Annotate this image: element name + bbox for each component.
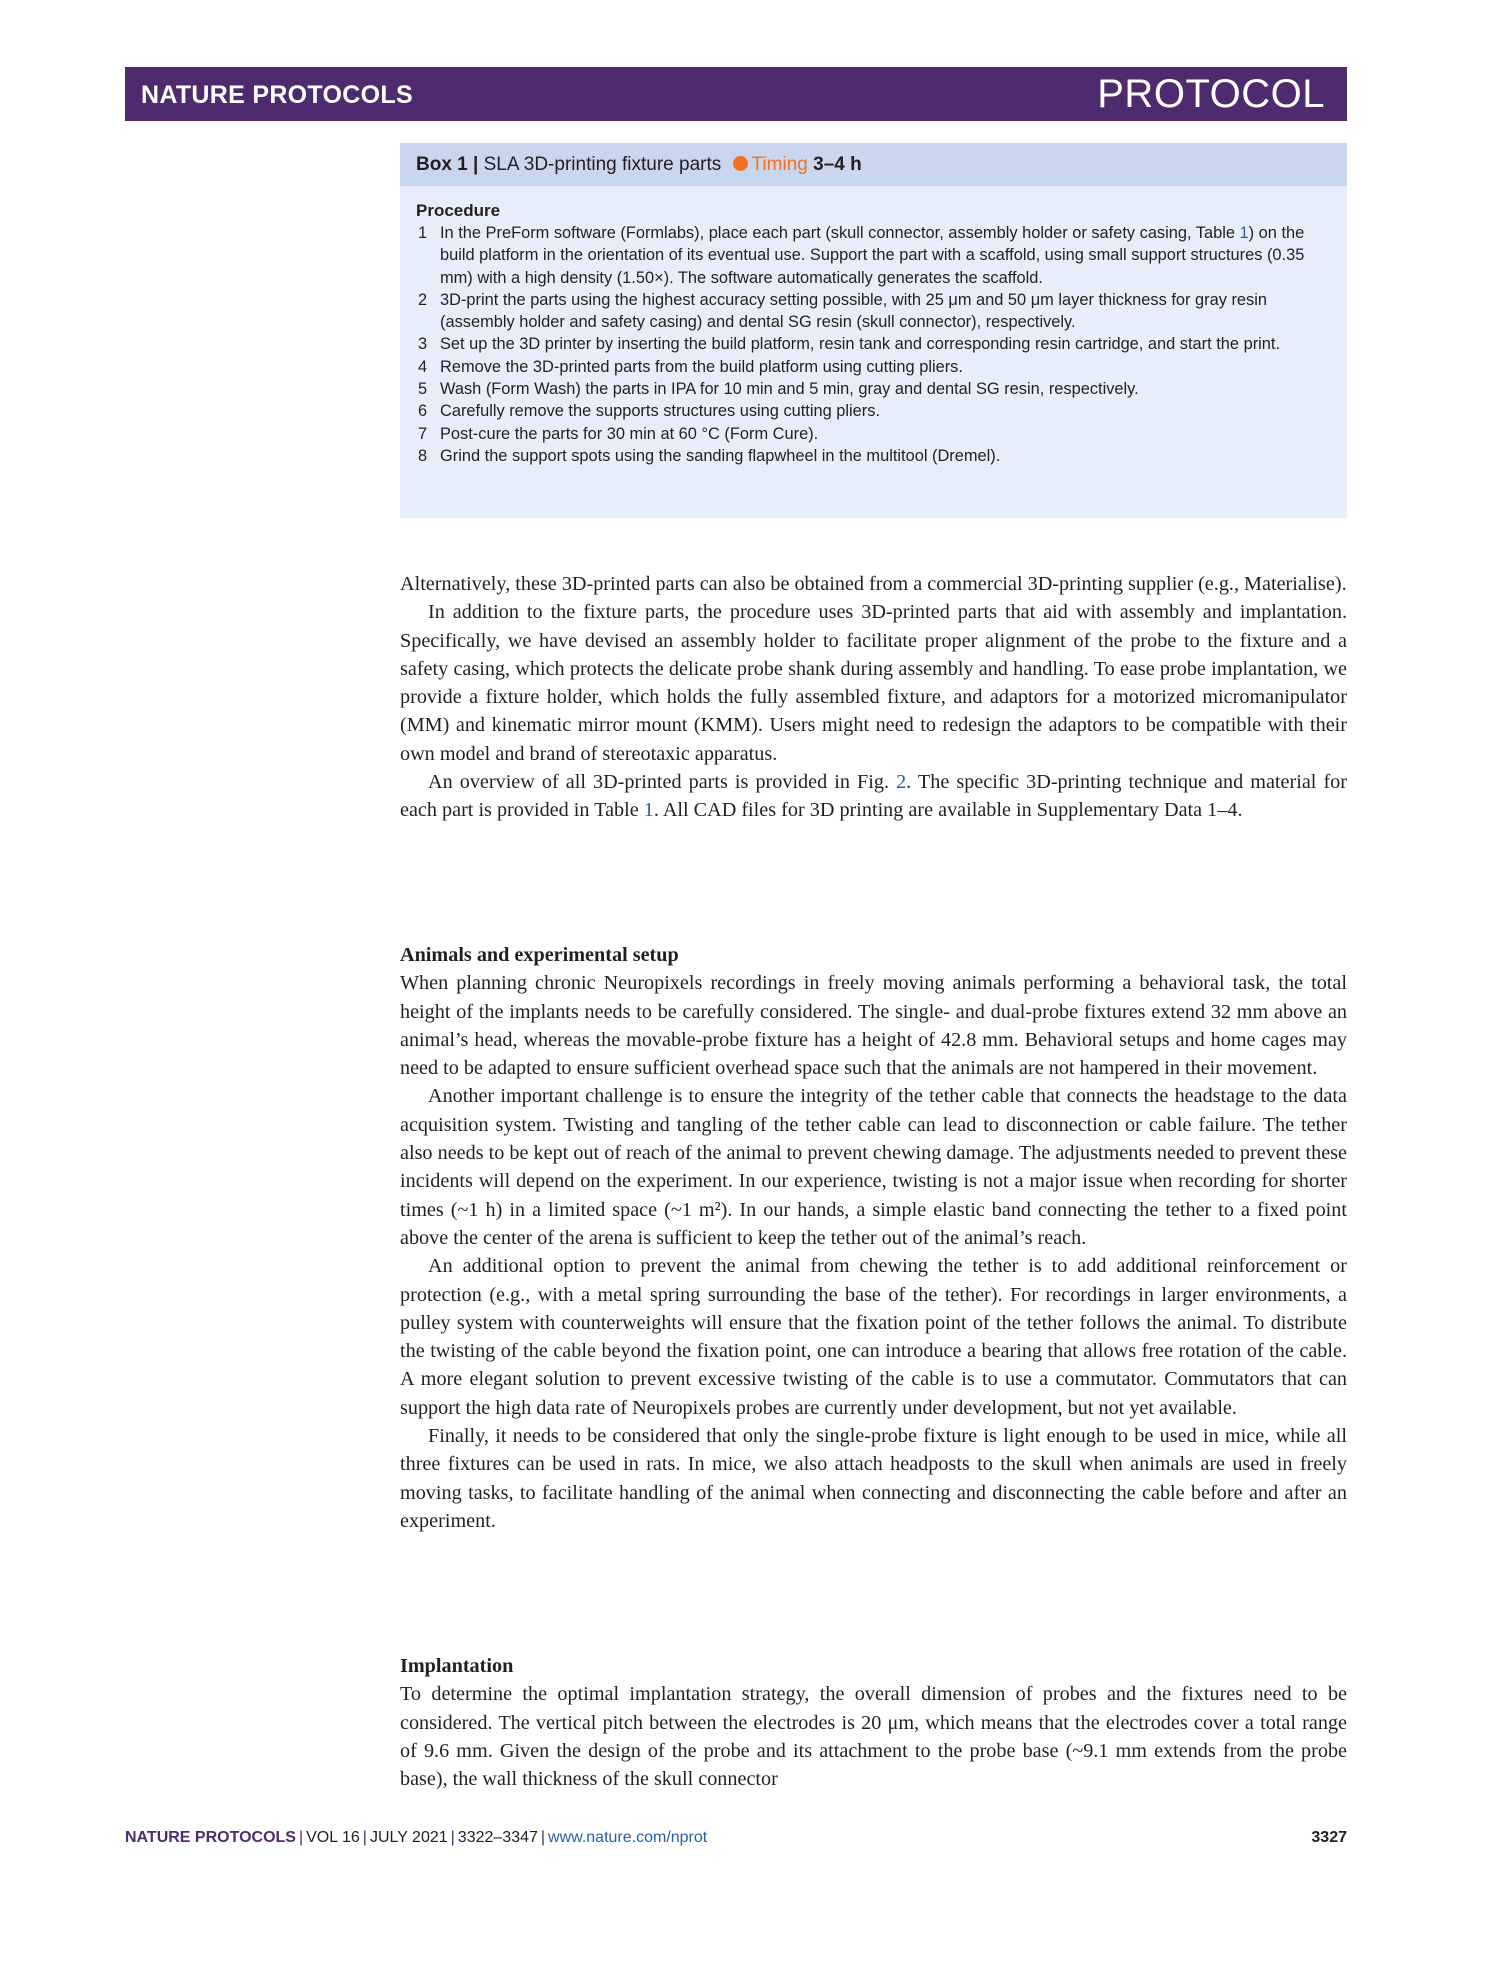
step-number: 8	[418, 446, 428, 465]
footer-date: JULY 2021	[369, 1829, 448, 1846]
section-heading: Animals and experimental setup	[400, 944, 679, 966]
footer-journal: NATURE PROTOCOLS	[125, 1829, 296, 1846]
procedure-step: 2 3D-print the parts using the highest accuracy setting possible, with 25 μm and 50 μm layer thickness for gray resin (assembly holder and safety casing) and dental SG resin (skull connector), respectively.	[418, 290, 1267, 332]
paragraph: In addition to the fixture parts, the procedure uses 3D-printed parts that aid with assembly and implantation. Specifically, we have devised an assembly holder to facilitate proper alignment of the probe to the fixture and a safety casing, which protects the delicate probe shank during assembly and handling. To ease probe implantation, we provide a fixture holder, which holds the fully assembled fixture, and adaptors for a motorized micromanipulator (MM) and kinematic mirror mount (KMM). Users might need to redesign the adaptors to be compatible with their own model and brand of stereotaxic apparatus.	[400, 601, 1347, 765]
procedure-heading: Procedure	[416, 201, 501, 220]
procedure-step: 5 Wash (Form Wash) the parts in IPA for 10 min and 5 min, gray and dental SG resin, respectively.	[418, 378, 1334, 400]
paragraph: Finally, it needs to be considered that only the single-probe fixture is light enough to be used in mice, while all three fixtures can be used in rats. In mice, we also attach headposts to the skull when animals are used in freely moving tasks, to facilitate handling of the animal when connecting and disconnecting the cable before and after an experiment.	[400, 1425, 1347, 1532]
box-title-text: SLA 3D-printing fixture parts	[483, 154, 722, 175]
procedure-step: 7 Post-cure the parts for 30 min at 60 °C (Form Cure).	[418, 423, 1334, 445]
procedure-step: 4 Remove the 3D-printed parts from the build platform using cutting pliers.	[418, 356, 1334, 378]
paragraph: An overview of all 3D-printed parts is provided in Fig. 2. The specific 3D-printing technique and material for each part is provided in Table 1. All CAD files for 3D printing are available in Supplementary Data 1–4.	[400, 771, 1347, 822]
timing-value: 3–4 h	[813, 154, 862, 175]
procedure-step: 1 In the PreForm software (Formlabs), place each part (skull connector, assembly holder or safety casing, Table 1) on the build platform in the orientation of its eventual use. Support the part with a scaffold, using small support structures (0.35 mm) with a high density (1.50×). The software automatically generates the scaffold.	[418, 224, 1305, 287]
table-link[interactable]: 1	[1239, 224, 1249, 242]
box-title	[416, 154, 862, 176]
paragraph: When planning chronic Neuropixels recordings in freely moving animals performing a behavioral task, the total height of the implants needs to be carefully considered. The single- and dual-probe fixtures extend 32 mm above an animal’s head, whereas the movable-probe fixture has a height of 42.8 mm. Behavioral setups and home cages may need to be adapted to ensure sufficient overhead space such that the animals are not hampered in their movement.	[400, 972, 1347, 1080]
box-title-bar	[400, 143, 1347, 186]
step-number: 7	[418, 424, 428, 443]
procedure-box	[400, 143, 1347, 518]
journal-header-bar	[125, 67, 1347, 121]
page-footer: NATURE PROTOCOLS | VOL 16 | JULY 2021 | 3322–3347 | www.nature.com/nprot 3327	[125, 1829, 1347, 1846]
step-number: 6	[418, 402, 428, 421]
implantation-section	[400, 1652, 1347, 1793]
table-link[interactable]: 1	[643, 799, 654, 822]
procedure-step: 6 Carefully remove the supports structures using cutting pliers.	[418, 400, 1334, 422]
paragraph: Another important challenge is to ensure the integrity of the tether cable that connects the headstage to the data acquisition system. Twisting and tangling of the tether cable can lead to disconnection or cable failure. The tether also needs to be kept out of reach of the animal to prevent chewing damage. The adjustments needed to prevent these incidents will depend on the experiment. In our experience, twisting is not a major issue when recording for shorter times (~1 h) in a limited space (~1 m²). In our hands, a simple elastic band connecting the tether to a fixed point above the center of the arena is sufficient to keep the tether out of the animal’s reach.	[400, 1085, 1347, 1249]
step-number: 5	[418, 380, 428, 399]
footer-volume: VOL 16	[306, 1829, 360, 1846]
timing-icon	[733, 156, 748, 171]
paragraph: To determine the optimal implantation strategy, the overall dimension of probes and the fixtures need to be considered. The vertical pitch between the electrodes is 20 μm, which means that the electrodes cover a total range of 9.6 mm. Given the design of the probe and its attachment to the probe base (~9.1 mm extends from the probe base), the wall thickness of the skull connector	[400, 1683, 1347, 1791]
procedure-steps	[418, 222, 1334, 467]
footer-url-link[interactable]: www.nature.com/nprot	[548, 1829, 708, 1846]
step-number: 2	[418, 290, 428, 309]
page-number: 3327	[1311, 1829, 1347, 1846]
step-number: 1	[418, 224, 428, 242]
paragraph: An additional option to prevent the animal from chewing the tether is to add additional reinforcement or protection (e.g., with a metal spring surrounding the base of the tether). For recordings in larger environments, a pulley system with counterweights will ensure that the fixation point of the tether follows the animal. To distribute the twisting of the cable beyond the fixation point, one can introduce a bearing that allows free rotation of the cable. A more elegant solution to prevent excessive twisting of the cable is to use a commutator. Commutators that can support the high data rate of Neuropixels probes are currently under development, but not yet available.	[400, 1255, 1347, 1419]
procedure-step: 8 Grind the support spots using the sanding flapwheel in the multitool (Dremel).	[418, 445, 1334, 467]
paragraph: Alternatively, these 3D-printed parts can also be obtained from a commercial 3D-printing supplier (e.g., Materialise).	[400, 573, 1347, 595]
intro-section	[400, 570, 1347, 825]
step-number: 4	[418, 357, 428, 376]
box-label: Box 1 |	[416, 154, 479, 175]
procedure-step: 3 Set up the 3D printer by inserting the build platform, resin tank and corresponding resin cartridge, and start the print.	[418, 333, 1334, 355]
figure-link[interactable]: 2	[896, 771, 907, 794]
timing-label: Timing	[751, 154, 808, 175]
section-heading: Implantation	[400, 1655, 514, 1677]
article-type: PROTOCOL	[1097, 72, 1325, 116]
journal-name: NATURE PROTOCOLS	[141, 81, 413, 109]
animals-section	[400, 941, 1347, 1535]
step-number: 3	[418, 335, 428, 354]
footer-pages: 3322–3347	[457, 1829, 538, 1846]
